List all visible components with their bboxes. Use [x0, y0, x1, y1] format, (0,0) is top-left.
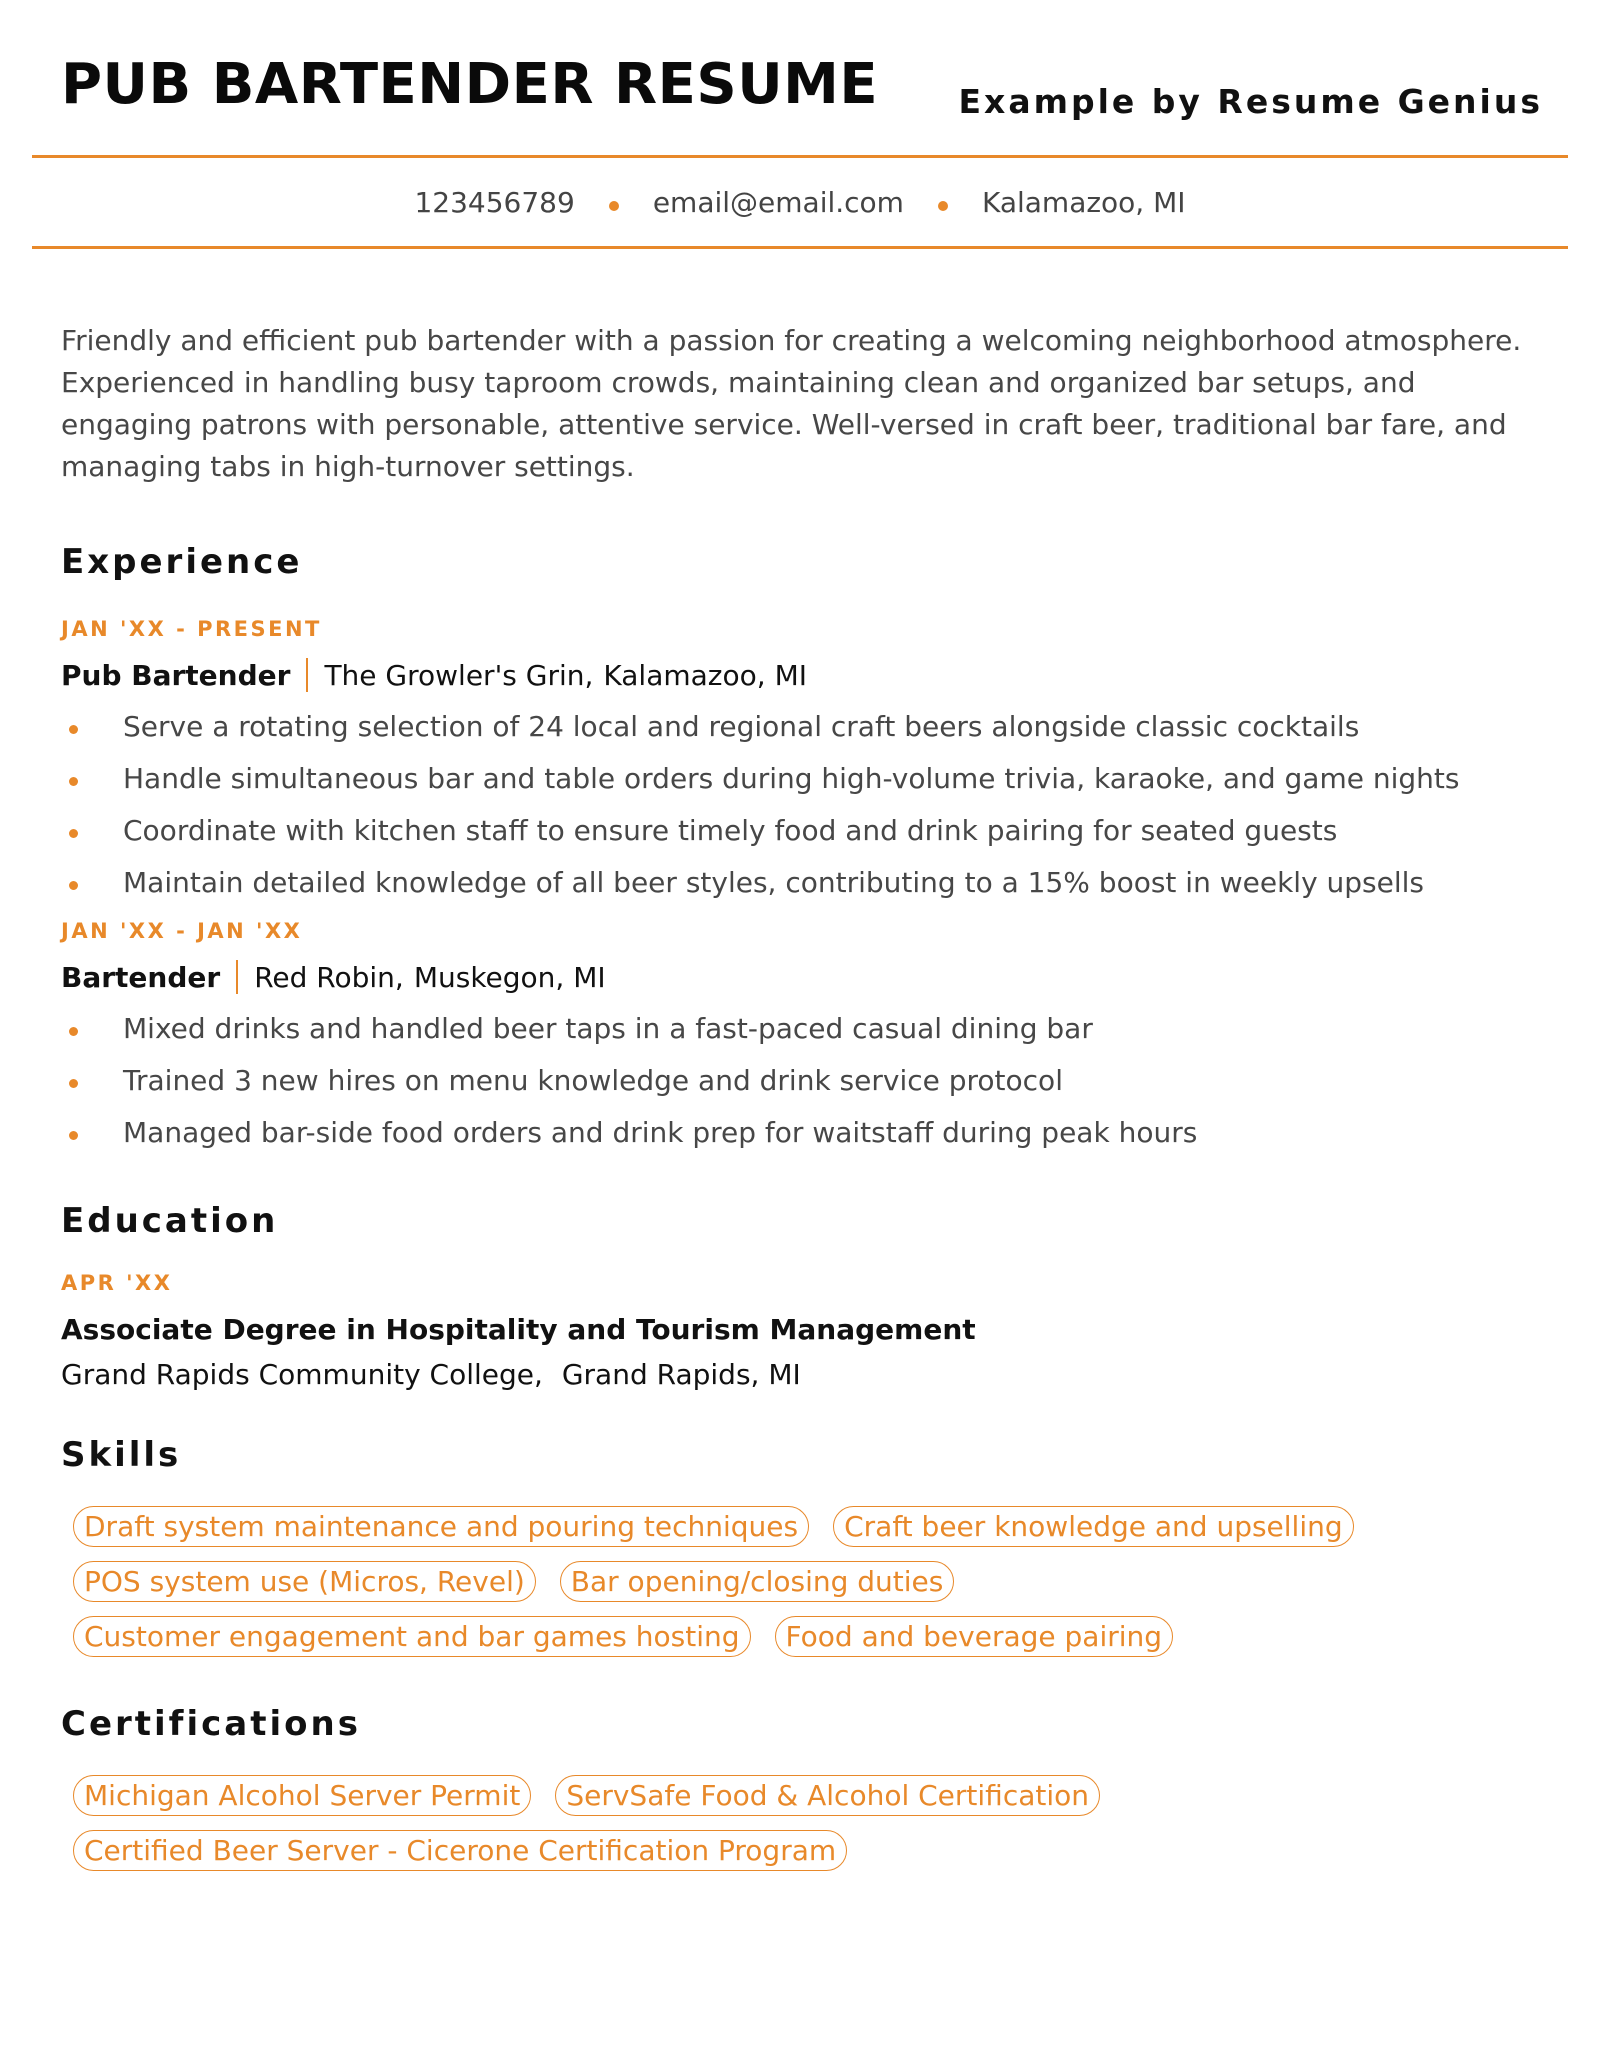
job-role: Bartender [61, 960, 221, 994]
contact-location: Kalamazoo, MI [981, 185, 1186, 219]
job-date: JAN 'XX - PRESENT [61, 617, 322, 641]
skill-tag: Bar opening/closing duties [560, 1561, 955, 1602]
list-item: Trained 3 new hires on menu knowledge and drink service protocol [61, 1055, 1550, 1107]
pill-row [73, 1768, 1550, 1823]
pill-row [73, 1499, 1550, 1554]
title-divider [236, 960, 238, 994]
resume-content [61, 320, 1550, 1878]
summary-paragraph: Friendly and efficient pub bartender with a passion for creating a welcoming neighborhood atmosphere. Experienced in handling busy taproom crowds, maintaining clean and organized bar setups, and engaging patrons with personable, attentive service. Well-versed in craft beer, traditional bar fare, and managing tabs in high-turnover settings. [61, 324, 1522, 483]
certifications-heading: Certifications [61, 1704, 361, 1744]
job-location: Muskegon, MI [413, 960, 606, 994]
list-item: Maintain detailed knowledge of all beer styles, contributing to a 15% boost in weekly upsells [61, 857, 1550, 909]
skill-tag: Food and beverage pairing [775, 1616, 1174, 1657]
job-bullets [61, 701, 1550, 909]
job-bullets [61, 1003, 1550, 1159]
job-date: JAN 'XX - JAN 'XX [61, 919, 303, 943]
pill-row [73, 1609, 1550, 1664]
job-title-line [61, 655, 1550, 695]
job-title-line [61, 957, 1550, 997]
school-line [61, 1358, 1550, 1391]
job-entry [61, 617, 1550, 909]
certification-tag: Michigan Alcohol Server Permit [73, 1775, 531, 1816]
page-title: PUB BARTENDER RESUME [61, 52, 879, 117]
education-heading: Education [61, 1201, 279, 1241]
pill-row [73, 1823, 1550, 1878]
skills-list [61, 1499, 1550, 1664]
list-item: Coordinate with kitchen staff to ensure timely food and drink pairing for seated guests [61, 805, 1550, 857]
job-employer: The Growler's Grin, [324, 658, 594, 692]
pill-row [73, 1554, 1550, 1609]
education-entry [61, 1271, 1550, 1391]
list-item: Mixed drinks and handled beer taps in a fast-paced casual dining bar [61, 1003, 1550, 1055]
certification-tag: Certified Beer Server - Cicerone Certification Program [73, 1830, 847, 1871]
job-location: Kalamazoo, MI [603, 658, 807, 692]
school-name: Grand Rapids Community College, [61, 1358, 543, 1391]
title-divider [306, 658, 308, 692]
degree-title: Associate Degree in Hospitality and Tourism Management [61, 1313, 976, 1346]
skill-tag: Customer engagement and bar games hosting [73, 1616, 751, 1657]
separator-dot [938, 201, 948, 211]
list-item: Managed bar-side food orders and drink prep for waitstaff during peak hours [61, 1107, 1550, 1159]
list-item: Handle simultaneous bar and table orders during high-volume trivia, karaoke, and game nights [61, 753, 1550, 805]
job-entry [61, 919, 1550, 1159]
experience-heading: Experience [61, 542, 303, 582]
education-date: APR 'XX [61, 1271, 173, 1295]
byline: Example by Resume Genius [958, 82, 1543, 121]
job-employer: Red Robin, [254, 960, 404, 994]
skill-tag: POS system use (Micros, Revel) [73, 1561, 536, 1602]
certifications-list [61, 1768, 1550, 1878]
contact-bar [32, 158, 1568, 249]
resume-header [32, 0, 1568, 158]
contact-phone: 123456789 [414, 185, 575, 219]
contact-email: email@email.com [652, 185, 904, 219]
skills-heading: Skills [61, 1435, 182, 1475]
certification-tag: ServSafe Food & Alcohol Certification [555, 1775, 1100, 1816]
list-item: Serve a rotating selection of 24 local and regional craft beers alongside classic cocktails [61, 701, 1550, 753]
school-location: Grand Rapids, MI [561, 1358, 801, 1391]
separator-dot [609, 201, 619, 211]
job-role: Pub Bartender [61, 658, 291, 692]
skill-tag: Craft beer knowledge and upselling [833, 1506, 1354, 1547]
skill-tag: Draft system maintenance and pouring techniques [73, 1506, 809, 1547]
